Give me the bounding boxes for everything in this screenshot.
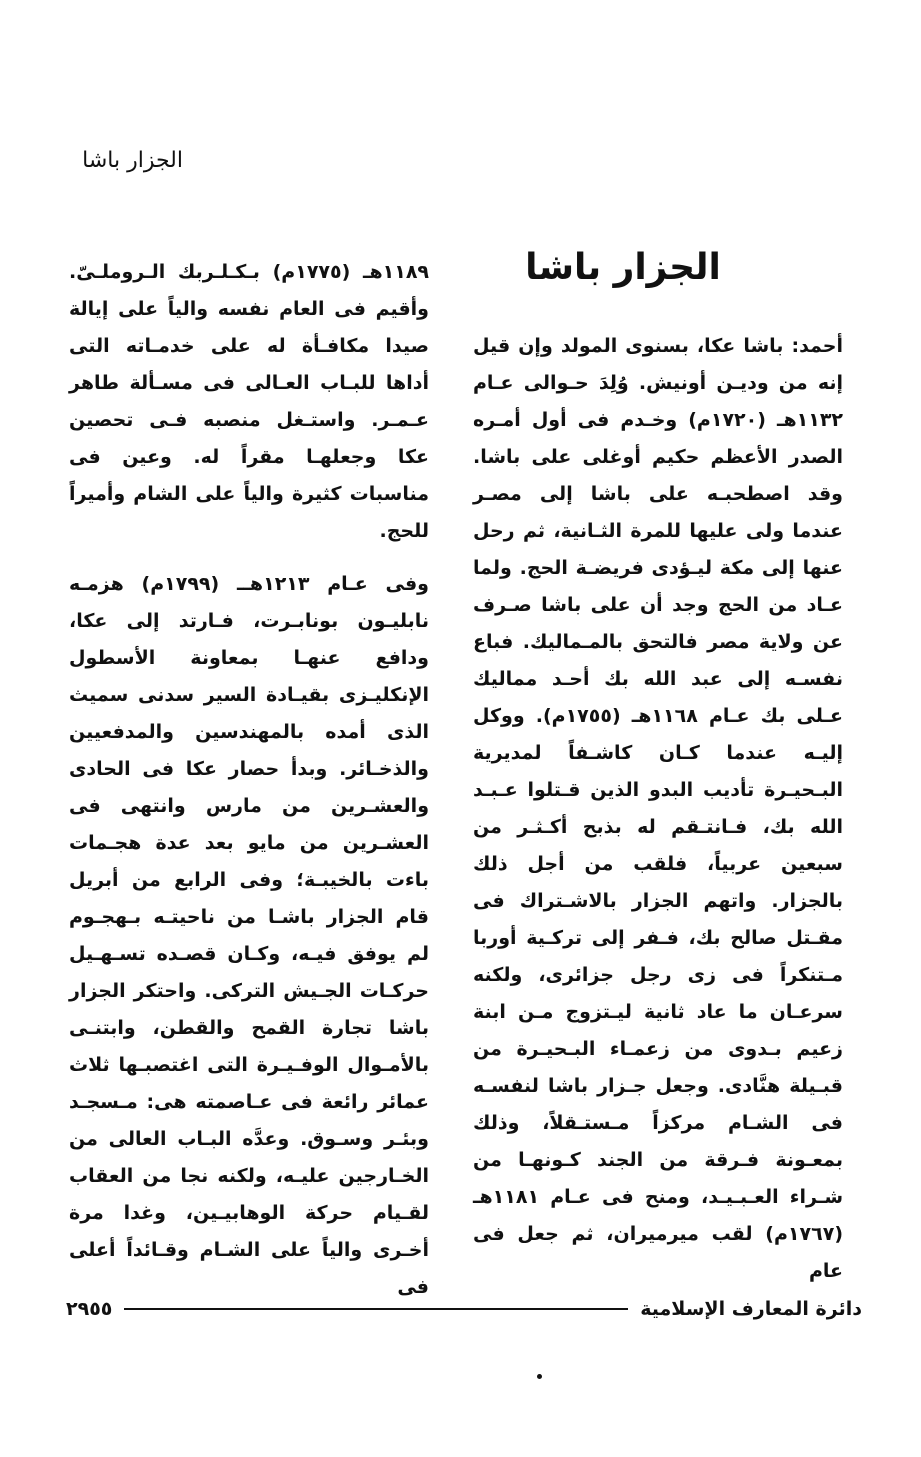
text-column-left <box>69 254 429 1306</box>
footer-rule <box>124 1308 628 1310</box>
paragraph: أحمد: باشا عكا، بسنوى المولد وإن قيل إنه من وديـن أونيش. وُلِدَ حـوالى عـام ١١٣٢هـ (١٧٢٠م) وخـدم فى أول أمـره الصدر الأعظم حكيم أوغلى على باشا. وقد اصطحبـه على باشا إلى مصـر عندما ولى عليها للمرة الثـانية، ثم رحل عنها إلى مكة ليـؤدى فريضـة الحج. ولما عـاد من الحج وجد أن على باشا صـرف عن ولاية مصر فالتحق بالمـماليك. فباع نفسـه إلى عبد الله بك أحـد مماليك عـلى بك عـام ١١٦٨هـ (١٧٥٥م). ووكل إليـه عندما كـان كاشـفاً لمديرية البـحيـرة تأديب البدو الذين قـتلوا عـبـد الله بك، فـانتـقم له بذبح أكـثـر من سبعين عربياً، فلقب من أجل ذلك بالجزار. واتهم الجزار بالاشـتراك فى مقـتل صالح بك، فـفر إلى تركـية أوربا مـتنكراً فى زى رجل جزائرى، ولكنه سرعـان ما عاد ثانية ليـتزوج مـن ابنة زعيم بـدوى من زعمـاء البـحيـرة من قبـيلة هنَّادى. وجعل جـزار باشا لنفسـه فى الشـام مركزاً مـستـقلاً، وذلك بمعـونة فـرقة من الجند كـونهـا من شـراء العـبـيـد، ومنح فى عـام ١١٨١هـ (١٧٦٧م) لقب ميرميران، ثم جعل فى عام <box>473 335 844 1282</box>
publication-name: دائرة المعارف الإسلامية <box>640 1298 862 1320</box>
entry-title: الجزار باشا <box>525 247 721 288</box>
text-column-right <box>473 328 843 1290</box>
page-number: ٢٩٥٥ <box>66 1298 113 1320</box>
paragraph: وفى عـام ١٢١٣هــ (١٧٩٩م) هزمـه نابليـون بونابـرت، فـارتد إلى عكا، ودافع عنهـا بمعاونة الأسطول الإنكليـزى بقيـادة السير سدنى سميث الذى أمده بالمهندسين والمدفعيين والذخـائر. وبدأ حصار عكا فى الحادى والعشـرين من مارس وانتهى فى العشـرين من مايو بعد عدة هجـمات باءت بالخيبـة؛ وفى الرابع من أبريل قام الجزار باشـا من ناحيتـه بـهجـوم لم يوفق فيـه، وكـان قصـده تسـهـيل حركـات الجـيش التركى. واحتكر الجزار باشا تجارة القمح والقطن، وابتنـى بالأمـوال الوفـيـرة التى اغتصبـها ثلاث عمائر رائعة فى عـاصمته هى: مـسجـد وبئـر وسـوق. وعدَّه البـاب العالى من الخـارجين عليـه، ولكنه نجا من العقاب لقـيام حركة الوهابيـين، وغدا مرة أخـرى والياً على الشـام وقـائداً أعلى فى <box>69 573 429 1298</box>
stray-dot-mark <box>537 1374 542 1379</box>
page-footer <box>66 1294 862 1324</box>
paragraph: ١١٨٩هـ (١٧٧٥م) بـكـلـربك الـروملـىّ. وأقيم فى العام نفسه والياً على إيالة صيدا مكافـأة له على خدمـاته التى أداها للبـاب العـالى فى مسـألة طاهر عـمـر. واستـغل منصبه فـى تحصين عكا وجعلهـا مقراً له. وعين فى مناسبات كثيرة والياً على الشام وأميراً للحج. <box>69 261 430 542</box>
running-header-title: الجزار باشا <box>82 148 183 173</box>
